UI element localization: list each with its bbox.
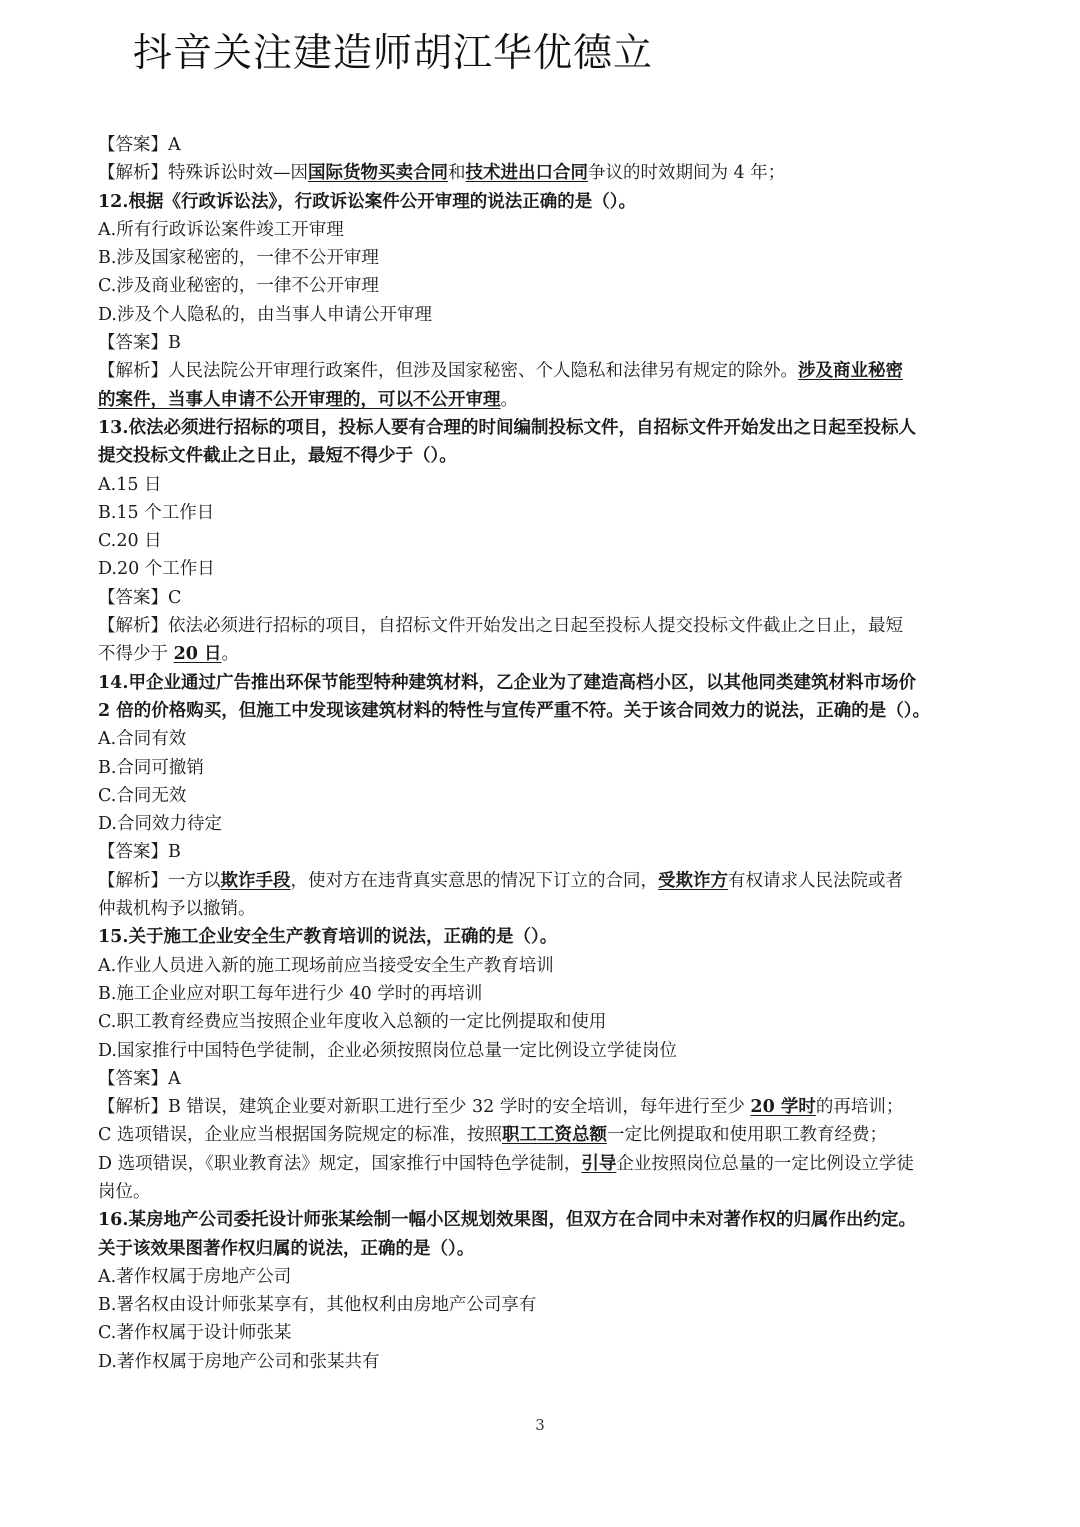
underlined-key-phrase: 20 日 bbox=[173, 644, 222, 665]
underlined-key-phrase: 欺诈手段 bbox=[220, 870, 291, 891]
text-segment: 和 bbox=[448, 163, 466, 184]
text-line: 【答案】B bbox=[98, 842, 181, 863]
underlined-key-phrase: 涉及商业秘密 bbox=[798, 361, 903, 382]
text-segment: ，使对方在违背真实意思的情况下订立的合同， bbox=[290, 870, 658, 891]
underlined-key-phrase: 的案件，当事人申请不公开审理的，可以不公开审理 bbox=[98, 389, 501, 410]
text-line: A.15 日 bbox=[98, 474, 162, 495]
document-body bbox=[98, 131, 990, 1376]
question-line: 14.甲企业通过广告推出环保节能型特种建筑材料，乙企业为了建造高档小区，以其他同类建筑材料市场价 bbox=[98, 672, 916, 693]
text-segment: 企业按照岗位总量的一定比例设立学徒 bbox=[616, 1153, 914, 1174]
page-number: 3 bbox=[535, 1416, 545, 1434]
text-segment: 【解析】一方以 bbox=[98, 870, 221, 891]
text-segment: D 选项错误，《职业教育法》规定，国家推行中国特色学徒制， bbox=[98, 1153, 582, 1174]
text-line: B.15 个工作日 bbox=[98, 502, 215, 523]
text-line: 岗位。 bbox=[98, 1181, 151, 1202]
text-line bbox=[98, 1121, 990, 1149]
text-line bbox=[98, 1093, 990, 1121]
underlined-key-phrase: 职工工资总额 bbox=[501, 1125, 607, 1146]
text-line: A.作业人员进入新的施工现场前应当接受安全生产教育培训 bbox=[98, 955, 554, 976]
text-segment: 争议的时效期间为 4 年； bbox=[588, 163, 786, 184]
text-segment: 的再培训； bbox=[815, 1097, 904, 1118]
text-segment: 【解析】人民法院公开审理行政案件，但涉及国家秘密、个人隐私和法律另有规定的除外。 bbox=[98, 361, 798, 382]
question-line: 15.关于施工企业安全生产教育培训的说法，正确的是（）。 bbox=[98, 927, 558, 948]
text-line bbox=[98, 159, 990, 187]
text-line: D.国家推行中国特色学徒制，企业必须按照岗位总量一定比例设立学徒岗位 bbox=[98, 1040, 677, 1061]
underlined-key-phrase: 引导 bbox=[581, 1153, 617, 1174]
question-line: 13.依法必须进行招标的项目，投标人要有合理的时间编制投标文件，自招标文件开始发出之日起至投标人 bbox=[98, 417, 916, 438]
text-line: C.著作权属于设计师张某 bbox=[98, 1323, 292, 1344]
question-line: 提交投标文件截止之日止，最短不得少于（）。 bbox=[98, 446, 457, 467]
text-line bbox=[98, 640, 990, 668]
page-header-title: 抖音关注建造师胡江华优德立 bbox=[133, 31, 654, 76]
text-line: B.署名权由设计师张某享有，其他权利由房地产公司享有 bbox=[98, 1295, 537, 1316]
underlined-key-phrase: 20 学时 bbox=[750, 1097, 816, 1118]
question-line: 关于该效果图著作权归属的说法，正确的是（）。 bbox=[98, 1238, 475, 1259]
text-line: C.职工教育经费应当按照企业年度收入总额的一定比例提取和使用 bbox=[98, 1012, 607, 1033]
text-segment: 有权请求人民法院或者 bbox=[728, 870, 903, 891]
text-line bbox=[98, 386, 990, 414]
text-line: 【答案】A bbox=[98, 135, 181, 155]
text-line: 【答案】C bbox=[98, 587, 182, 608]
text-segment: C 选项错误，企业应当根据国务院规定的标准，按照 bbox=[98, 1125, 502, 1146]
underlined-key-phrase: 受欺诈方 bbox=[658, 870, 728, 891]
text-segment: 【解析】B 错误，建筑企业要对新职工进行至少 32 学时的安全培训，每年进行至少 bbox=[98, 1097, 751, 1118]
text-line bbox=[98, 1150, 990, 1178]
text-line: D.20 个工作日 bbox=[98, 559, 215, 580]
question-line: 16.某房地产公司委托设计师张某绘制一幅小区规划效果图，但双方在合同中未对著作权的归属作出约定。 bbox=[98, 1210, 916, 1231]
text-line: D.合同效力待定 bbox=[98, 814, 222, 835]
text-line: D.著作权属于房地产公司和张某共有 bbox=[98, 1351, 380, 1372]
text-line: C.20 日 bbox=[98, 531, 162, 552]
text-segment: 【解析】特殊诉讼时效—因 bbox=[98, 163, 308, 184]
question-line: 2 倍的价格购买，但施工中发现该建筑材料的特性与宣传严重不符。关于该合同效力的说法，正确的是（）。 bbox=[98, 700, 931, 721]
text-line: B.涉及国家秘密的，一律不公开审理 bbox=[98, 248, 379, 269]
text-line bbox=[98, 357, 990, 385]
text-line: C.合同无效 bbox=[98, 785, 187, 806]
text-line bbox=[98, 867, 990, 895]
text-segment: 不得少于 bbox=[98, 644, 174, 665]
text-line: A.著作权属于房地产公司 bbox=[98, 1266, 292, 1287]
question-line: 12.根据《行政诉讼法》，行政诉讼案件公开审理的说法正确的是（）。 bbox=[98, 191, 636, 212]
underlined-key-phrase: 技术进出口合同 bbox=[465, 163, 588, 184]
underlined-key-phrase: 国际货物买卖合同 bbox=[308, 163, 448, 184]
text-line: 【答案】B bbox=[98, 333, 181, 354]
text-line: A.所有行政诉讼案件竣工开审理 bbox=[98, 219, 344, 240]
text-line: B.施工企业应对职工每年进行少 40 学时的再培训 bbox=[98, 983, 483, 1004]
text-segment: 一定比例提取和使用职工教育经费； bbox=[606, 1125, 887, 1146]
text-line: B.合同可撤销 bbox=[98, 757, 204, 778]
text-line: A.合同有效 bbox=[98, 729, 187, 750]
text-line: 仲裁机构予以撤销。 bbox=[98, 899, 256, 920]
text-line: C.涉及商业秘密的，一律不公开审理 bbox=[98, 276, 379, 297]
text-line: 【解析】依法必须进行招标的项目，自招标文件开始发出之日起至投标人提交投标文件截止之日止，最短 bbox=[98, 616, 903, 637]
text-line: 【答案】A bbox=[98, 1068, 181, 1089]
text-segment: 。 bbox=[221, 644, 240, 665]
text-line: D.涉及个人隐私的，由当事人申请公开审理 bbox=[98, 304, 432, 325]
text-segment: 。 bbox=[500, 389, 518, 410]
